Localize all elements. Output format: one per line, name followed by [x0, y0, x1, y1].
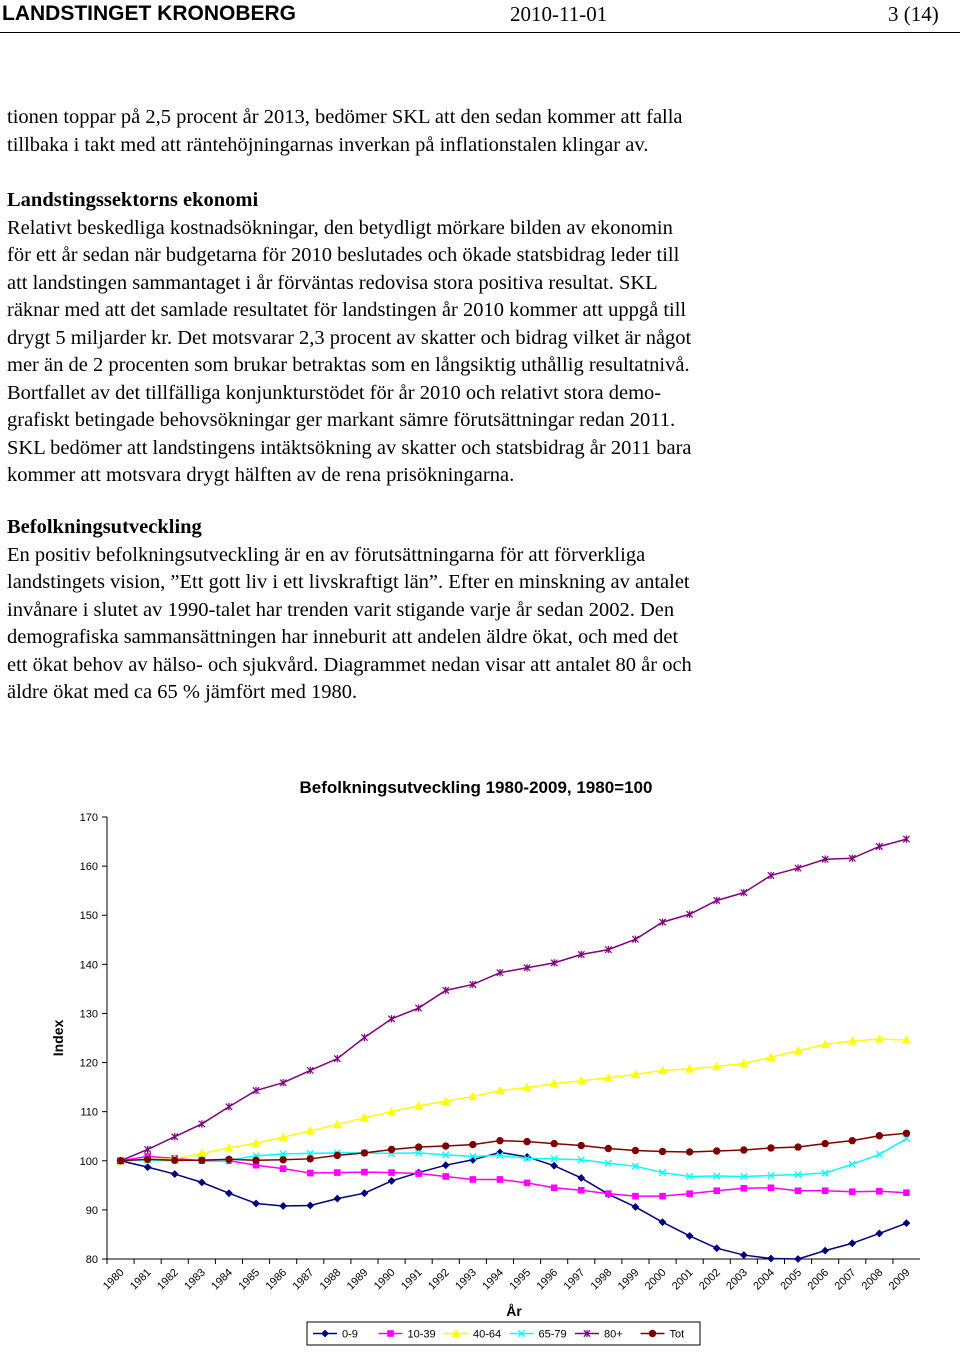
data-point-10-39	[335, 1170, 341, 1176]
data-point-0-9	[334, 1195, 340, 1201]
text-line: mer än de 2 procenten som brukar betraktas som en långsiktig uthållig resultatnivå.	[7, 354, 690, 376]
y-tick-label: 90	[85, 1204, 98, 1217]
x-tick-label: 1983	[182, 1266, 208, 1293]
y-tick-label: 140	[79, 959, 98, 972]
data-point-tot	[172, 1157, 178, 1163]
data-point-80	[199, 1120, 205, 1127]
data-point-tot	[388, 1146, 394, 1152]
data-point-80	[307, 1067, 313, 1074]
y-tick-label: 120	[79, 1057, 98, 1070]
page-number: 3 (14)	[888, 2, 939, 26]
text-line: tionen toppar på 2,5 procent år 2013, bedömer SKL att den sedan kommer att falla	[7, 106, 683, 128]
data-point-0-9	[686, 1233, 692, 1239]
section-heading: Landstingssektorns ekonomi	[7, 189, 259, 211]
legend-label-80: 80+	[604, 1328, 623, 1341]
text-line: invånare i slutet av 1990-talet har trenden varit stigande varje år sedan 2002. Den	[7, 598, 675, 621]
x-tick-label: 1995	[507, 1266, 534, 1293]
data-point-0-9	[280, 1203, 286, 1209]
data-point-10-39	[443, 1174, 449, 1180]
y-tick-label: 170	[79, 812, 98, 824]
data-point-10-39	[524, 1180, 530, 1186]
legend-label-tot: Tot	[669, 1328, 685, 1341]
x-tick-label: 1982	[155, 1266, 181, 1293]
x-tick-label: 1996	[534, 1266, 561, 1293]
data-point-10-39	[687, 1191, 693, 1197]
data-point-0-9	[632, 1204, 638, 1210]
data-point-0-9	[470, 1157, 476, 1163]
text-line: SKL bedömer att landstingens intäktsökning av skatter och statsbidrag år 2011 bara	[7, 436, 692, 459]
text-line: drygt 5 miljarder kr. Det motsvarar 2,3 procent av skatter och bidrag vilket är något	[7, 326, 692, 349]
data-point-10-39	[606, 1191, 612, 1197]
document-date: 2010-11-01	[510, 2, 608, 26]
y-tick-label: 160	[79, 861, 98, 874]
x-tick-label: 2002	[697, 1266, 723, 1293]
data-point-10-39	[470, 1177, 476, 1183]
data-point-80	[144, 1146, 150, 1153]
population-chart	[0, 760, 960, 1355]
text-line: demografiska sammansättningen har inneburit att andelen äldre ökat, och med det	[7, 626, 679, 648]
intro-paragraph	[7, 104, 807, 159]
data-point-tot	[443, 1143, 449, 1149]
data-point-0-9	[226, 1190, 232, 1196]
y-tick-label: 130	[79, 1008, 98, 1021]
text-line: grafiskt betingade behovsökningar ger markant sämre förutsättningar redan 2011.	[7, 409, 676, 431]
data-point-10-39	[904, 1190, 910, 1196]
data-point-tot	[199, 1157, 205, 1163]
legend-label-10-39: 10-39	[407, 1328, 436, 1341]
data-point-10-39	[633, 1193, 639, 1199]
data-point-80	[632, 936, 638, 943]
section-heading: Befolkningsutveckling	[7, 516, 202, 538]
x-tick-label: 2006	[805, 1266, 832, 1293]
data-point-10-39	[822, 1188, 828, 1194]
data-point-0-9	[307, 1202, 313, 1208]
data-point-tot	[632, 1147, 638, 1153]
x-tick-label: 1984	[209, 1266, 236, 1293]
data-point-tot	[795, 1144, 801, 1150]
data-point-10-39	[280, 1166, 286, 1172]
text-line: landstingets vision, ”Ett gott liv i ett livskraftigt län”. Efter en minskning av antalet	[7, 571, 690, 593]
legend-label-65-79: 65-79	[538, 1328, 567, 1341]
data-point-tot	[253, 1157, 259, 1163]
data-point-tot	[822, 1140, 828, 1146]
data-point-0-9	[578, 1175, 584, 1181]
data-point-0-9	[361, 1190, 367, 1196]
data-point-tot	[605, 1145, 611, 1151]
series-line-0-9	[121, 1152, 907, 1259]
data-point-10-39	[389, 1170, 395, 1176]
data-point-80	[226, 1103, 232, 1110]
data-point-tot	[144, 1156, 150, 1162]
data-point-tot	[686, 1149, 692, 1155]
data-point-tot	[117, 1158, 123, 1164]
data-point-0-9	[795, 1256, 801, 1262]
data-point-80	[415, 1004, 421, 1011]
x-axis-label: År	[506, 1303, 522, 1319]
data-point-0-9	[443, 1162, 449, 1168]
data-point-80	[361, 1034, 367, 1041]
data-point-10-39	[660, 1193, 666, 1199]
x-tick-label: 1991	[398, 1266, 425, 1293]
text-line: äldre ökat med ca 65 % jämfört med 1980.	[7, 681, 358, 703]
x-tick-label: 1987	[290, 1266, 317, 1293]
data-point-tot	[470, 1141, 476, 1147]
data-point-tot	[415, 1144, 421, 1150]
data-point-tot	[578, 1142, 584, 1148]
y-tick-label: 80	[85, 1254, 98, 1266]
data-point-10-39	[768, 1185, 774, 1191]
data-point-tot	[551, 1140, 557, 1146]
data-point-tot	[768, 1145, 774, 1151]
legend-marker-10-39	[388, 1331, 394, 1337]
data-point-tot	[849, 1137, 855, 1143]
data-point-tot	[659, 1148, 665, 1154]
section-population	[7, 514, 807, 707]
data-point-tot	[714, 1148, 720, 1154]
data-point-0-9	[849, 1240, 855, 1246]
data-point-10-39	[362, 1169, 368, 1175]
data-point-10-39	[578, 1187, 584, 1193]
text-line: Bortfallet av det tillfälliga konjunkturstödet för år 2010 och relativt stora demo-	[7, 381, 662, 404]
data-point-0-9	[253, 1200, 259, 1206]
data-point-65-79	[876, 1151, 882, 1157]
data-point-tot	[903, 1130, 909, 1136]
y-tick-label: 100	[79, 1155, 98, 1168]
x-tick-label: 1993	[453, 1266, 479, 1293]
x-tick-label: 2007	[832, 1266, 859, 1293]
data-point-0-9	[714, 1245, 720, 1251]
series-line-65-79	[121, 1139, 907, 1177]
x-tick-label: 2000	[642, 1266, 669, 1293]
data-point-10-39	[714, 1188, 720, 1194]
data-point-0-9	[388, 1178, 394, 1184]
data-point-0-9	[903, 1220, 909, 1226]
text-line: att landstingen sammantaget i år förväntas redovisa stora positiva resultat. SKL	[7, 271, 658, 294]
x-tick-label: 1998	[588, 1266, 615, 1293]
legend-label-40-64: 40-64	[473, 1328, 502, 1341]
series-line-10-39	[121, 1156, 907, 1196]
data-point-0-9	[172, 1171, 178, 1177]
data-point-0-9	[876, 1230, 882, 1236]
legend-marker-tot	[649, 1330, 655, 1336]
data-point-10-39	[497, 1177, 503, 1183]
x-tick-label: 1985	[236, 1266, 263, 1293]
y-tick-label: 110	[80, 1106, 98, 1119]
data-point-0-9	[551, 1162, 557, 1168]
data-point-80	[334, 1055, 340, 1062]
organization-name: LANDSTINGET KRONOBERG	[2, 2, 296, 25]
data-point-80	[172, 1133, 178, 1140]
data-point-tot	[524, 1138, 530, 1144]
data-point-10-39	[849, 1189, 855, 1195]
x-tick-label: 2009	[886, 1266, 913, 1293]
data-point-tot	[226, 1156, 232, 1162]
x-tick-label: 2008	[859, 1266, 886, 1293]
text-line: räknar med att det samlade resultatet för landstingen år 2010 kommer att uppgå till	[7, 299, 687, 321]
data-point-tot	[307, 1156, 313, 1162]
data-point-tot	[497, 1137, 503, 1143]
data-point-10-39	[741, 1185, 747, 1191]
data-point-10-39	[551, 1185, 557, 1191]
x-tick-label: 1980	[100, 1266, 127, 1293]
data-point-0-9	[199, 1179, 205, 1185]
x-tick-label: 1988	[317, 1266, 344, 1293]
data-point-10-39	[877, 1188, 883, 1194]
series-line-80	[121, 839, 907, 1161]
x-tick-label: 1989	[344, 1266, 371, 1293]
data-point-10-39	[416, 1171, 422, 1177]
chart-title: Befolkningsutveckling 1980-2009, 1980=100	[299, 778, 653, 797]
legend-label-0-9: 0-9	[342, 1328, 358, 1341]
data-point-tot	[334, 1152, 340, 1158]
x-tick-label: 2003	[724, 1266, 750, 1293]
text-line: tillbaka i takt med att räntehöjningarnas inverkan på inflationstalen klingar av.	[7, 133, 649, 156]
data-point-0-9	[659, 1219, 665, 1225]
data-point-tot	[280, 1157, 286, 1163]
text-line: kommer att motsvara drygt hälften av de rena prisökningarna.	[7, 464, 515, 486]
x-tick-label: 2004	[751, 1266, 778, 1293]
data-point-0-9	[822, 1247, 828, 1253]
section-economy	[7, 187, 807, 490]
x-tick-label: 2001	[669, 1266, 696, 1293]
data-point-tot	[361, 1150, 367, 1156]
data-point-tot	[741, 1147, 747, 1153]
page-header	[0, 0, 960, 30]
text-line: Relativt beskedliga kostnadsökningar, den betydligt mörkare bilden av ekonomin	[7, 216, 673, 239]
data-point-80	[388, 1015, 394, 1022]
data-point-0-9	[741, 1252, 747, 1258]
data-point-10-39	[795, 1188, 801, 1194]
data-point-10-39	[307, 1170, 313, 1176]
text-line: för ett år sedan när budgetarna för 2010 beslutades och ökade statsbidrag leder till	[7, 244, 680, 266]
x-tick-label: 1999	[615, 1266, 642, 1293]
x-tick-label: 1997	[561, 1266, 588, 1293]
data-point-tot	[876, 1133, 882, 1139]
x-tick-label: 1981	[127, 1266, 154, 1293]
x-tick-label: 1990	[371, 1266, 398, 1293]
text-line: ett ökat behov av hälso- och sjukvård. Diagrammet nedan visar att antalet 80 år och	[7, 653, 692, 676]
header-rule	[0, 32, 960, 33]
text-line: En positiv befolkningsutveckling är en av förutsättningarna för att förverkliga	[7, 543, 646, 566]
series-line-40-64	[121, 1039, 907, 1161]
data-point-0-9	[144, 1164, 150, 1170]
y-axis-label: Index	[50, 1019, 66, 1057]
x-tick-label: 1986	[263, 1266, 290, 1293]
x-tick-label: 1994	[480, 1266, 507, 1293]
data-point-0-9	[768, 1255, 774, 1261]
y-tick-label: 150	[79, 910, 98, 923]
x-tick-label: 1992	[426, 1266, 452, 1293]
x-tick-label: 2005	[778, 1266, 805, 1293]
